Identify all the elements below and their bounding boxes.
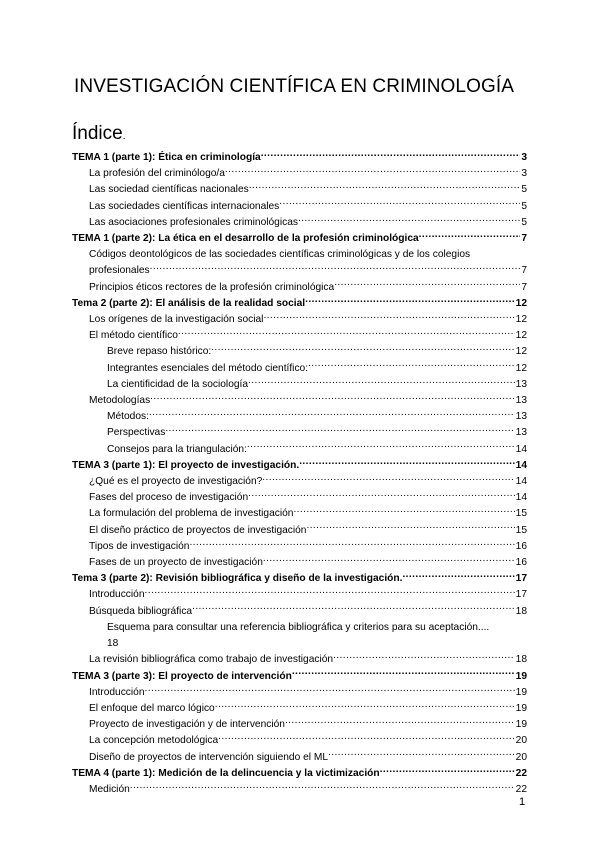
toc-entry-text: Introducción [89, 686, 145, 698]
toc-entry[interactable] [72, 166, 527, 182]
toc-entry-page: 12 [515, 314, 527, 326]
dot-leader [215, 701, 515, 711]
toc-entry[interactable] [72, 231, 527, 247]
dot-leader [248, 377, 515, 387]
toc-entry-page: 15 [515, 524, 527, 536]
toc-entry-text: TEMA 1 (parte 1): Ética en criminología [72, 152, 261, 163]
toc-entry-text: Consejos para la triangulación: [107, 443, 247, 455]
toc-entry-text: La formulación del problema de investigación [89, 508, 294, 520]
toc-entry[interactable] [72, 328, 527, 344]
dot-leader [192, 604, 515, 614]
toc-entry-text: Metodologías [89, 395, 151, 407]
toc-entry-text: La profesión del criminólogo/a [89, 168, 225, 180]
toc-entry-text: Códigos deontológicos de las sociedades científicas criminológicas y de los colegios [89, 249, 471, 261]
toc-entry-text: La cientificidad de la sociología [107, 378, 249, 390]
dot-leader [150, 393, 514, 403]
toc-entry-text: El método científico [89, 330, 178, 342]
toc-entry-page: 12 [515, 346, 527, 358]
table-of-contents [72, 150, 527, 798]
toc-entry[interactable] [72, 425, 527, 441]
toc-entry-page: 5 [521, 184, 527, 196]
toc-entry-text: Las sociedad científicas nacionales [89, 184, 249, 196]
toc-entry[interactable] [72, 701, 527, 717]
toc-entry[interactable] [72, 782, 527, 798]
dot-leader [149, 409, 515, 419]
toc-entry-text: Las sociedades científicas internacionales [89, 200, 280, 212]
toc-entry-text: Diseño de proyectos de intervención siguiendo el ML [89, 751, 328, 763]
toc-entry-page: 20 [515, 735, 527, 747]
toc-entry-page: 22 [515, 783, 527, 795]
toc-entry[interactable] [72, 393, 527, 409]
toc-entry[interactable] [72, 523, 527, 539]
toc-entry-text: Las asociaciones profesionales criminológicas [89, 216, 298, 228]
toc-entry-page: 14 [515, 476, 527, 488]
toc-entry[interactable] [72, 669, 527, 685]
toc-entry[interactable] [72, 474, 527, 490]
toc-entry-text: Medición [89, 783, 130, 795]
toc-entry[interactable] [72, 506, 527, 522]
toc-entry[interactable] [72, 490, 527, 506]
toc-entry-page: 13 [515, 378, 527, 390]
dot-leader [189, 539, 514, 549]
dot-leader [279, 199, 520, 209]
dot-leader [333, 652, 515, 662]
toc-entry[interactable] [72, 442, 527, 458]
toc-entry[interactable] [72, 620, 527, 652]
toc-entry-text: Métodos: [107, 411, 149, 423]
toc-entry-page: 15 [515, 508, 527, 520]
toc-entry[interactable] [72, 555, 527, 571]
toc-entry-page: 18 [515, 654, 527, 666]
toc-entry[interactable] [72, 199, 527, 215]
toc-entry-text: La revisión bibliográfica como trabajo de investigación [89, 654, 334, 666]
toc-entry[interactable] [72, 182, 527, 198]
dot-leader [263, 312, 514, 322]
toc-entry[interactable] [72, 587, 527, 603]
toc-entry[interactable] [72, 685, 527, 701]
toc-entry-text: Búsqueda bibliográfica [89, 605, 193, 617]
toc-entry-text: TEMA 4 (parte 1): Medición de la delincuencia y la victimización [72, 767, 380, 779]
toc-entry-page: 7 [521, 233, 527, 245]
toc-entry-page: 19 [515, 686, 527, 698]
toc-entry[interactable] [72, 361, 527, 377]
toc-entry[interactable] [72, 280, 527, 296]
toc-entry-page: 13 [515, 411, 527, 423]
toc-entry[interactable] [72, 150, 527, 166]
dot-leader [225, 166, 520, 176]
toc-entry[interactable] [72, 717, 527, 733]
toc-entry-text: TEMA 1 (parte 2): La ética en el desarrollo de la profesión criminológica [72, 233, 419, 245]
toc-entry-text: Integrantes esenciales del método científico: [107, 362, 309, 374]
toc-entry-text: El enfoque del marco lógico [89, 702, 215, 714]
toc-entry-page: 5 [521, 200, 527, 212]
toc-entry[interactable] [72, 344, 527, 360]
toc-entry-page: 17 [515, 573, 527, 585]
dot-leader [308, 361, 515, 371]
dot-leader [145, 685, 515, 695]
toc-heading-text: Índice [72, 123, 123, 144]
toc-entry-page: 18 [515, 605, 527, 617]
document-title: INVESTIGACIÓN CIENTÍFICA EN CRIMINOLOGÍA [74, 76, 514, 97]
toc-entry-page: 16 [515, 540, 527, 552]
dot-leader [299, 458, 514, 468]
toc-entry-page: 3 [521, 152, 527, 163]
toc-entry-text: El diseño práctico de proyectos de investigación [89, 524, 307, 536]
toc-entry-page: 19 [515, 719, 527, 731]
dot-leader [145, 587, 515, 597]
dot-leader [334, 280, 520, 290]
toc-entry-page: 19 [515, 702, 527, 714]
toc-entry-page: 17 [515, 589, 527, 601]
dot-leader [211, 344, 514, 354]
toc-entry-page: 7 [521, 281, 527, 293]
dot-leader [261, 150, 521, 160]
toc-entry-page: 14 [515, 459, 527, 471]
toc-entry-page: 3 [521, 168, 527, 180]
toc-entry-text: Tema 2 (parte 2): El análisis de la realidad social [72, 297, 306, 309]
dot-leader [298, 215, 520, 225]
dot-leader [130, 782, 515, 792]
dot-leader [218, 733, 515, 743]
toc-entry-text: La concepción metodológica [89, 735, 219, 747]
dot-leader [292, 669, 515, 679]
toc-entry-text: Proyecto de investigación y de intervención [89, 719, 285, 731]
toc-entry-text: Esquema para consultar una referencia bibliográfica y criterios para su aceptación.... [107, 621, 490, 633]
toc-entry-text: TEMA 3 (parte 1): El proyecto de investigación. [72, 459, 300, 471]
toc-entry[interactable] [72, 652, 527, 668]
dot-leader [165, 425, 514, 435]
toc-entry[interactable] [72, 766, 527, 782]
toc-entry-text: Perspectivas [107, 427, 166, 439]
toc-entry[interactable] [72, 458, 527, 474]
toc-entry-text: Principios éticos rectores de la profesión criminológica [89, 281, 335, 293]
toc-entry-text: Tema 3 (parte 2): Revisión bibliográfica y diseño de la investigación. [72, 573, 403, 585]
dot-leader [402, 571, 514, 581]
toc-entry[interactable] [72, 247, 527, 279]
dot-leader [262, 474, 514, 484]
dot-leader [285, 717, 515, 727]
toc-entry-page: 18 [107, 638, 119, 650]
toc-entry-text-cont: profesionales [89, 265, 150, 277]
dot-leader [150, 263, 521, 273]
dot-leader [380, 766, 515, 776]
dot-leader [328, 750, 515, 760]
toc-entry-page: 14 [515, 443, 527, 455]
dot-leader [305, 296, 515, 306]
toc-entry-text: Los orígenes de la investigación social [89, 314, 264, 326]
toc-entry-page: 14 [515, 492, 527, 504]
toc-entry[interactable] [72, 377, 527, 393]
toc-entry-text: Tipos de investigación [89, 540, 190, 552]
toc-entry[interactable] [72, 312, 527, 328]
toc-entry[interactable] [72, 604, 527, 620]
toc-entry[interactable] [72, 750, 527, 766]
toc-entry-page: 20 [515, 751, 527, 763]
toc-entry-page: 5 [521, 216, 527, 228]
toc-heading: Índice. [72, 123, 126, 144]
page-number: 1 [519, 796, 526, 808]
toc-entry-text: TEMA 3 (parte 3): El proyecto de intervención [72, 670, 292, 682]
dot-leader [248, 490, 515, 500]
toc-entry-page: 12 [515, 362, 527, 374]
toc-entry-page: 13 [515, 427, 527, 439]
dot-leader [247, 442, 515, 452]
dot-leader [419, 231, 521, 241]
toc-entry-text: Fases de un proyecto de investigación [89, 557, 263, 569]
toc-entry-page: 13 [515, 395, 527, 407]
dot-leader [293, 506, 514, 516]
toc-entry[interactable] [72, 571, 527, 587]
toc-entry-text: Introducción [89, 589, 145, 601]
toc-entry-page: 22 [515, 767, 527, 779]
toc-entry-page: 16 [515, 557, 527, 569]
dot-leader [263, 555, 515, 565]
toc-entry-page: 12 [515, 297, 527, 309]
toc-entry-page: 12 [515, 330, 527, 342]
toc-entry[interactable] [72, 733, 527, 749]
toc-entry-page: 7 [521, 265, 527, 277]
dot-leader [178, 328, 515, 338]
dot-leader [249, 182, 521, 192]
toc-entry[interactable] [72, 215, 527, 231]
toc-entry-text: Breve repaso histórico: [107, 346, 212, 358]
toc-entry[interactable] [72, 539, 527, 555]
toc-entry[interactable] [72, 296, 527, 312]
toc-entry-page: 19 [515, 670, 527, 682]
toc-entry[interactable] [72, 409, 527, 425]
toc-entry-text: ¿Qué es el proyecto de investigación? [89, 476, 263, 488]
toc-entry-text: Fases del proceso de investigación [89, 492, 249, 504]
dot-leader [306, 523, 514, 533]
